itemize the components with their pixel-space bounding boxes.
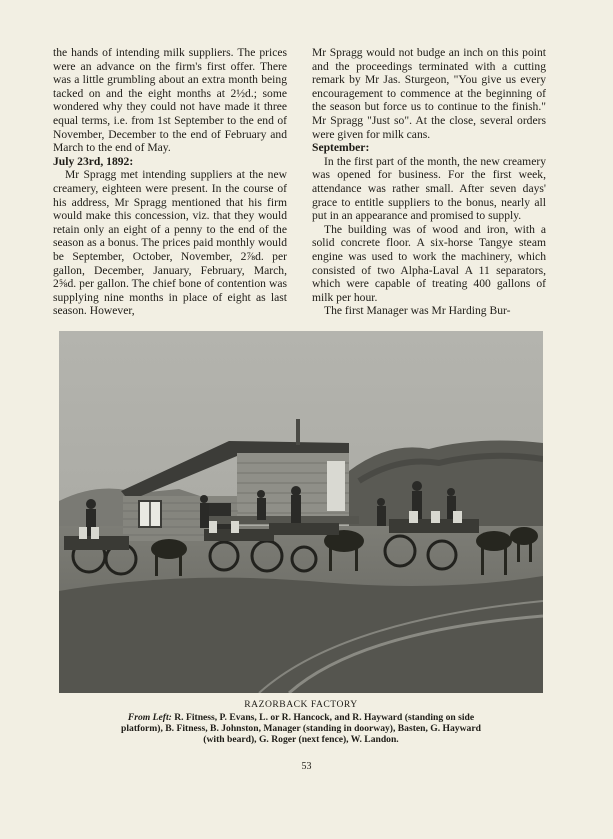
photo-caption xyxy=(120,699,482,745)
left-text-column xyxy=(53,46,287,318)
caption-lead: From Left: xyxy=(127,712,172,723)
right-paragraph-4: The first Manager was Mr Harding Bur- xyxy=(324,304,511,318)
caption-text: R. Fitness, P. Evans, L. or R. Hancock, and R. Hayward (standing on side platform), B. Fitness, B. Johnston, Manager (standing in doorway), Basten, G. Hayward (with beard), G. Roger (next fence), W. Landon. xyxy=(121,712,481,745)
section-heading-july: July 23rd, 1892: xyxy=(53,154,134,168)
right-text-column xyxy=(312,46,546,318)
page-number: 53 xyxy=(301,761,312,772)
factory-photo-illustration xyxy=(59,331,543,693)
left-paragraph-2: Mr Spragg met intending suppliers at the new creamery, eighteen were present. In the course of his address, Mr Spragg mentioned that his firm would make this concession, viz. that they would retain only an eight of a penny to the end of the season as a bonus. The prices paid monthly would be September, October, November, 2⅞d. per gallon, December, January, February, March, 2⅝d. per gallon. The chief bone of contention was supplying nine months in place of eight as last season. However, xyxy=(53,168,287,318)
left-paragraph-1: the hands of intending milk suppliers. The prices were an advance on the firm's first offer. There was a little grumbling about an extra month being tacked on and the eight months at 2½d.; some wondered why they could not have made it three equal terms, i.e. from 1st September to the end of November, December to the end of February and March to the end of May. xyxy=(53,46,287,155)
factory-photograph xyxy=(59,331,543,693)
caption-credits xyxy=(120,712,482,745)
caption-title: RAZORBACK FACTORY xyxy=(244,699,358,710)
right-paragraph-3: The building was of wood and iron, with a solid concrete floor. A six-horse Tangye steam engine was used to work the machinery, which consisted of two Alpha-Laval A 11 separators, which were capable of treating 400 gallons of milk per hour. xyxy=(312,222,546,304)
right-paragraph-2: In the first part of the month, the new creamery was opened for business. For the first week, attendance was rather small. After seven days' grace to entitle suppliers to the bonus, nearly all put in an appearance and promised to supply. xyxy=(312,154,546,223)
right-paragraph-1: Mr Spragg would not budge an inch on this point and the proceedings terminated with a cutting remark by Mr Jas. Sturgeon, "You give us every encouragement to commence at the beginning of the season but force us to continue to the finish." Mr Spragg "Just so". At the close, several orders were given for milk cans. xyxy=(312,46,546,141)
section-heading-september: September: xyxy=(312,141,370,155)
